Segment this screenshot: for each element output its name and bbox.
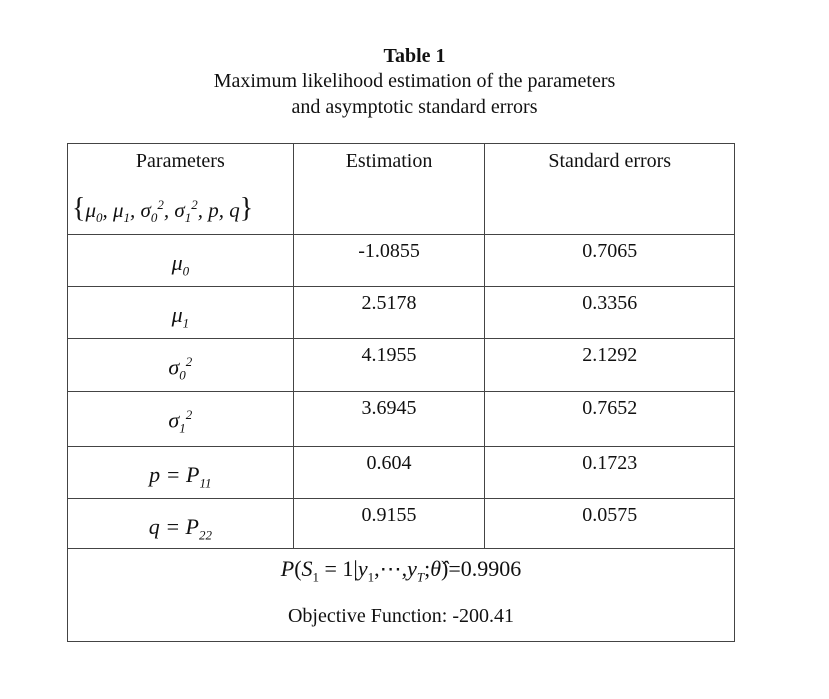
standard-error-value: 0.3356	[485, 287, 735, 339]
param-q: $q = P_{22}$	[68, 499, 294, 549]
estimation-value: -1.0855	[293, 235, 485, 287]
table-row	[68, 499, 735, 549]
smoothed-probability: $P(S_1$ = $1|y_1,\cdots,y_T;\thetâ)=0.9906$	[280, 556, 522, 585]
param-mu0: $\mu_0$	[68, 235, 294, 287]
estimation-value: 2.5178	[293, 287, 485, 339]
standard-error-value: 2.1292	[485, 339, 735, 392]
param-mu1: $\mu_1$	[68, 287, 294, 339]
estimation-value: 3.6945	[293, 392, 485, 447]
param-p: $p = P_{11}$	[68, 447, 294, 499]
header-parameters: Parameters	[135, 150, 225, 172]
header-estimation-cell	[293, 144, 485, 235]
estimation-value: 4.1955	[293, 339, 485, 392]
standard-error-value: 0.7652	[485, 392, 735, 447]
header-standard-errors: Standard errors	[548, 150, 672, 172]
parameter-set: {$\mu_0$, $\mu_1$, $\sigma_0^2$, $\sigma_1^2$, p, q}	[72, 193, 254, 226]
table-caption	[0, 44, 829, 120]
footer-row	[68, 549, 735, 642]
table-row	[68, 235, 735, 287]
table-label: Table 1	[383, 45, 446, 67]
objective-function: Objective Function: -200.41	[287, 605, 515, 628]
table-row	[68, 339, 735, 392]
header-parameters-cell	[68, 144, 294, 235]
table-row	[68, 392, 735, 447]
caption-line-1: Maximum likelihood estimation of the parameters	[213, 70, 616, 92]
table-row	[68, 447, 735, 499]
header-estimation: Estimation	[345, 150, 433, 172]
caption-line-2: and asymptotic standard errors	[291, 96, 538, 118]
probability-value: 0.9906	[460, 556, 522, 581]
standard-error-value: 0.0575	[485, 499, 735, 549]
param-sigma1-squared: $\sigma_1^2$	[68, 392, 294, 447]
estimation-value: 0.604	[293, 447, 485, 499]
param-sigma0-squared: $\sigma_0^2$	[68, 339, 294, 392]
header-standard-errors-cell	[485, 144, 735, 235]
estimation-table	[67, 143, 735, 642]
header-row	[68, 144, 735, 235]
standard-error-value: 0.1723	[485, 447, 735, 499]
table-row	[68, 287, 735, 339]
standard-error-value: 0.7065	[485, 235, 735, 287]
footer-cell	[68, 549, 735, 642]
estimation-value: 0.9155	[293, 499, 485, 549]
